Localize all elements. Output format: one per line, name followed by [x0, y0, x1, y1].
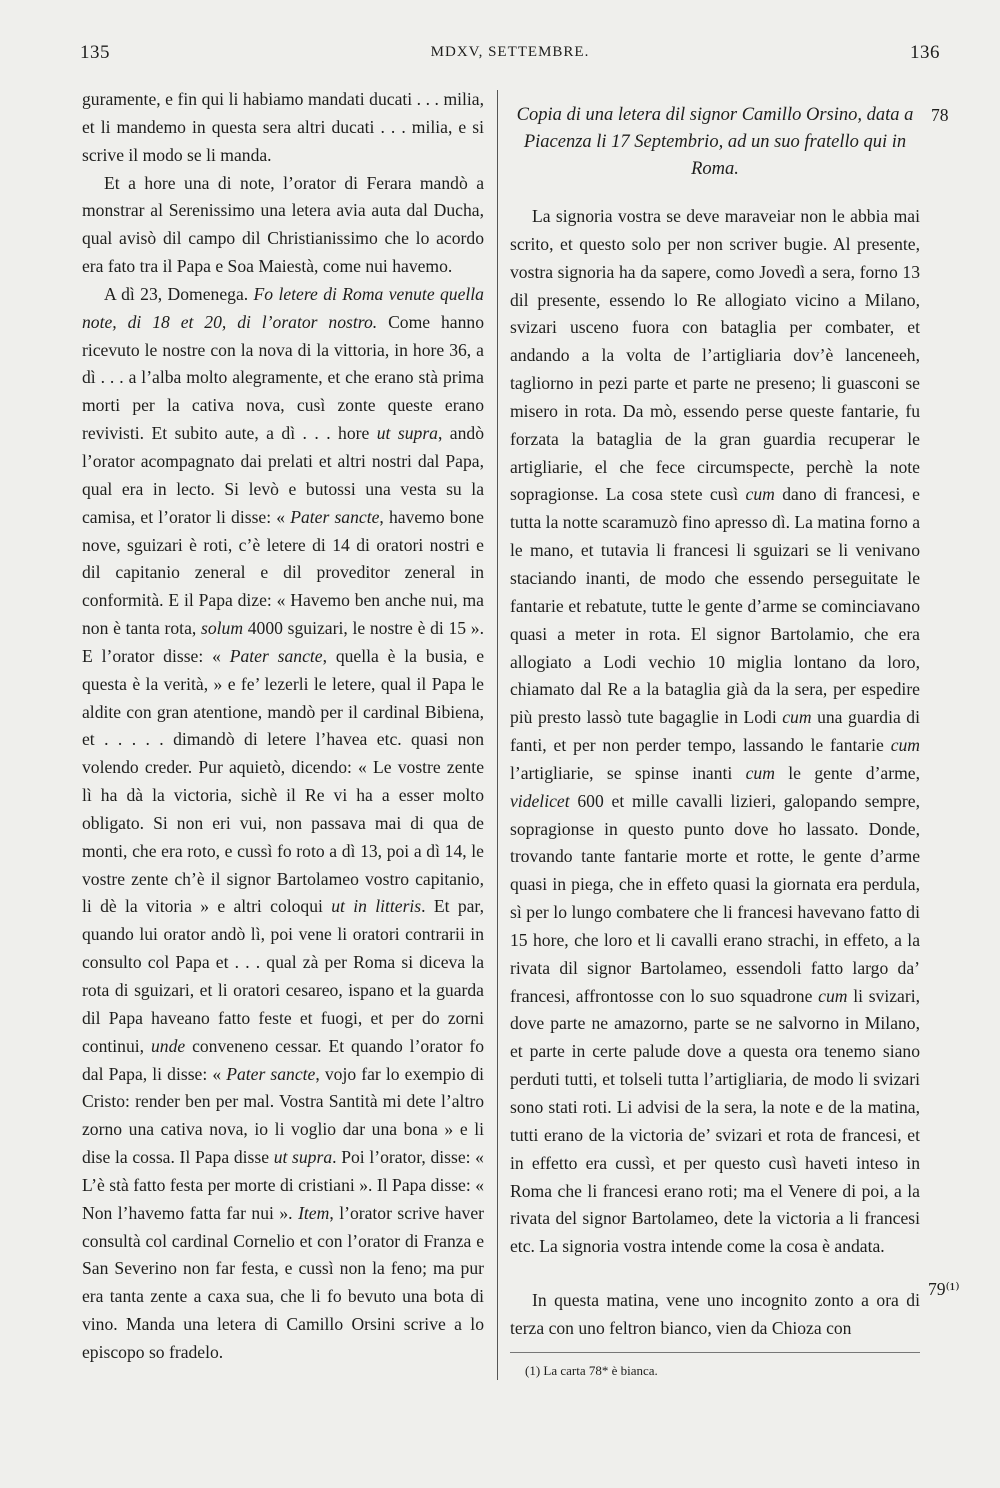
footnote-divider	[510, 1352, 920, 1353]
text-run: La signoria vostra se deve maraveiar non le abbia mai scrito, et questo solo per non scriver bugie. Al presente, vostra signoria ha da sapere, como Jovedì a sera, forno 13 dil presente, essendo lo Re allogiato vicino a Milano, svizari usceno fuora con bataglia per combater, et andando a la volta de l’artigliaria dov’è lanceneeh, tagliorno in pezi parte et parte ne preseno; li guasconi se misero in rota. Da mò, essendo perse queste fantarie, fu forzata la bataglia de la gran guardia recuperar le artigliarie, el che fece circumspecte, perchè la note sopragionse. La cosa stete cusì	[510, 206, 920, 505]
italic-phrase: ut supra	[273, 1147, 333, 1168]
paragraph	[510, 203, 920, 1261]
italic-phrase: ut in litteris	[331, 896, 422, 917]
column-divider	[497, 90, 498, 1380]
paragraph: Et a hore una di note, l’orator di Ferara mandò a monstrar al Serenissimo una letera avia auta dal Ducha, qual avisò dil campo dil Christianissimo che lo acordo era fato tra il Papa e Soa Maiestà, come nui havemo.	[82, 172, 484, 277]
page-number-right: 136	[910, 42, 940, 63]
italic-phrase: Fo letere di Roma venute quella note, di 18 et 20, di l’orator nostro.	[82, 283, 484, 332]
text-run: li svizari, dove parte ne amazorno, parte se ne salvorno in Milano, et parte in certe palude dove a questa ora tenemo siano perduti tutti, et tolseli tutta l’artigliaria, de modo li svizari sono stati roti. Li advisi de la sera, la note e de la matina, tutti erano de la victoria de’ svizari et rota de francesi, et in effetto era cussì, et per questo cusì haveti inteso in Roma che li francesi erano roti; ma el Venere di poi, a la rivata del signor Bartolameo, dete la victoria a li francesi etc. La signoria vostra intende come la cosa è andata.	[510, 985, 921, 1257]
italic-phrase: Pater sancte	[290, 506, 380, 527]
italic-phrase: cum	[745, 762, 775, 783]
text-run: Come hanno ricevuto le nostre con la nova di la vittoria, in hore 36, a dì . . . a l’alba molto alegramente, et che erano stà prima morti per la cativa nova, cusì zonte queste erano revivisti. Et subito aute, a dì . . . hore	[82, 311, 484, 444]
paragraph: guramente, e fin qui li habiamo mandati ducati . . . milia, et li mandemo in questa sera altri ducati . . . milia, e si scrive il modo se li manda.	[82, 89, 484, 165]
text-run: una guardia di fanti, et per non perder tempo, lassando le fantarie	[510, 707, 920, 756]
right-column	[510, 102, 920, 1343]
text-run: conveneno cessar. Et quando l’orator fo dal Papa, li disse: «	[82, 1035, 484, 1084]
text-run: , l’orator scrive haver consultà col cardinal Cornelio et con l’orator di Franza e San Severino non far festa, e cussì non la feno; ma pur era tanta zente a caxa sua, che li fo bevuto una bota di vino. Manda una letera di Camillo Orsini scrive a lo episcopo so fradelo.	[82, 1202, 484, 1362]
italic-phrase: videlicet	[510, 790, 570, 811]
text-run: 4000 sguizari, le nostre è di 15 ». E l’orator disse: «	[82, 618, 484, 666]
text-run: le gente d’arme,	[774, 762, 920, 783]
left-column	[82, 86, 484, 1367]
text-run: . Poi l’orator, disse: « L’è stà fatto festa per morte di cristiani ». Il Papa disse: « Non l’havemo fatta far nui ».	[82, 1147, 484, 1223]
italic-phrase: Item	[298, 1202, 330, 1223]
italic-phrase: cum	[745, 484, 775, 505]
margin-note-79: 79⁽¹⁾	[928, 1279, 960, 1299]
italic-phrase: cum	[782, 707, 812, 728]
page-number-left: 135	[80, 42, 110, 63]
italic-phrase: unde	[150, 1035, 186, 1056]
date-lead: A dì 23, Domenega.	[104, 283, 254, 304]
running-title: MDXV, SETTEMBRE.	[430, 44, 590, 60]
margin-note-78: 78	[931, 105, 949, 125]
paragraph: In questa matina, vene uno incognito zonto a ora di terza con uno feltron bianco, vien da Chioza con	[510, 1290, 920, 1338]
italic-phrase: cum	[818, 985, 848, 1006]
paragraph	[82, 281, 484, 1367]
footnote: (1) La carta 78* è bianca.	[525, 1363, 658, 1378]
italic-phrase: solum	[201, 618, 244, 639]
text-run: , quella è la busia, e questa è la verità, » e fe’ lezerli le letere, qual il Papa le aldite con gran atentione, mandò per il cardinal Bibiena, et . . . . . dimandò di letere l’havea etc. quasi non volendo creder. Pur aquietò, dicendo: « Le vostre zente lì ha dà la victoria, sichè il Re vi ha a esser molto obligato. Si non eri vui, non passava mai di qua de monti, che era roto, e cussì fo roto a dì 13, poi a dì 14, le vostre zente ch’è il signor Bartolameo vostro capitanio, li dè la vitoria » e altri coloqui	[82, 645, 485, 917]
letter-heading: Copia di una letera dil signor Camillo Orsino, data a Piacenza li 17 Septembrio, ad un suo fratello qui in Roma.	[516, 105, 914, 179]
text-run: , havemo bone nove, sguizari è roti, c’è letere di 14 di oratori nostri e dil capitanio zeneral e dil proveditor zeneral in conformità. E il Papa dize: « Havemo ben anche nui, ma non è tanta rota,	[82, 506, 484, 639]
text-run: , vojo far lo exempio di Cristo: render ben per mal. Vostra Santità mi dete l’altro zorno una cativa nova, io li voglio dar una bona » e li dise la cossa. Il Papa disse	[82, 1063, 485, 1168]
text-run: l’artigliarie, se spinse inanti	[510, 762, 746, 783]
page-header	[80, 42, 940, 72]
italic-phrase: ut supra	[376, 423, 438, 444]
text-run: 600 et mille cavalli lizieri, galopando sempre, sopragionse in questo punto dove ho lassato. Donde, trovando tante fantarie morte et rotte, le gente d’arme quasi in piega, che in effeto quasi la giornata era perdula, sì per lo lungo combatere che li francesi havevano fatto di 15 hore, che loro et li cavalli erano strachi, in effeto, a la rivata dil signor Bartolameo, essendoli fatto largo da’ francesi, affrontosse con lo suo squadrone	[510, 790, 920, 1006]
italic-phrase: Pater sancte	[229, 645, 323, 666]
text-run: , andò l’orator acompagnato dai prelati et altri nostri dal Papa, qual era in lecto. Si levò e butossi una vesta su la camisa, et l’orator li disse: «	[82, 423, 485, 527]
text-run: dano di francesi, e tutta la notte scaramuzò fino apresso dì. La matina forno a le mano, et tutavia li francesi li sguizari se li venivano staciando inanti, de modo che essendo perseguitate le fantarie et rebatute, tutte le gente d’arme se cominciavano quasi a meter in rota. El signor Bartolamio, che era allogiato a Lodi vechio 10 miglia lontano da loro, chiamato dal Re a la bataglia già da la sera, per espedire più presto lassò tute bagaglie in Lodi	[510, 484, 920, 728]
italic-phrase: Pater sancte	[226, 1063, 316, 1084]
italic-phrase: cum	[890, 735, 920, 756]
text-run: . Et par, quando lui orator andò lì, poi vene li oratori contrarii in consulto col Papa et . . . qual zà per Roma si diceva la rota di sguizari, et li oratori cesareo, ispano et la guarda dil Papa haveano fatto feste et fuogi, et per do zorni continui,	[82, 896, 484, 1056]
